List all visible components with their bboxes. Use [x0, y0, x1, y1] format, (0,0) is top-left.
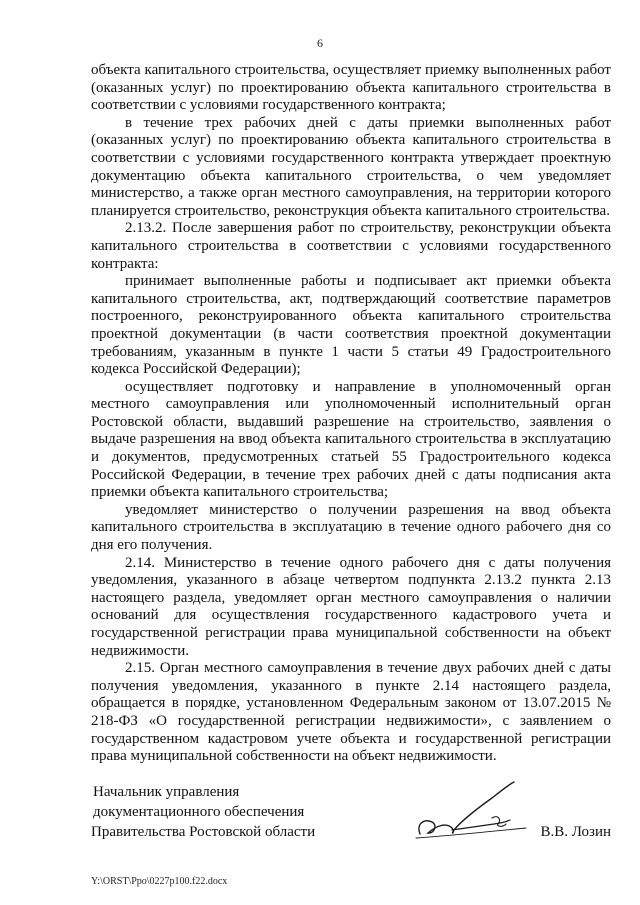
paragraph: объекта капитального строительства, осуществляет приемку выполненных работ (оказанных услуг) по проектированию объекта капитального строительства в соответствии с условиями государственного контракта; — [91, 62, 611, 114]
handwritten-signature — [406, 778, 556, 848]
paragraph: в течение трех рабочих дней с даты приемки выполненных работ (оказанных услуг) по проектированию объекта капитального строительства в соответствии с условиями государственного контракта утверждает проектную документацию объекта капитального строительства, о чем уведомляет министерство, а также орган местного самоуправления, на территории которого планируется строительство, реконструкция объекта капитального строительства. — [91, 114, 611, 219]
document-body — [91, 62, 611, 766]
signature-block — [91, 784, 611, 864]
paragraph: 2.14. Министерство в течение одного рабочего дня с даты получения уведомления, указанного в абзаце четвертом подпункта 2.13.2 пункта 2.13 настоящего раздела, уведомляет орган местного самоуправления о наличии оснований для осуществления государственного кадастрового учета и государственной регистрации права муниципальной собственности на объект недвижимости. — [91, 554, 611, 659]
signer-title-line: документационного обеспечения — [93, 804, 305, 820]
paragraph: 2.13.2. После завершения работ по строительству, реконструкции объекта капитального строительства в соответствии с условиями государственного контракта: — [91, 220, 611, 272]
file-path-footer: Y:\ORST\Ppo\0227p100.f22.docx — [91, 876, 228, 887]
paragraph: 2.15. Орган местного самоуправления в течение двух рабочих дней с даты получения уведомления, указанного в пункте 2.14 настоящего раздела, обращается в порядке, установленном Федеральным законом от 13.07.2015 № 218-ФЗ «О государственной регистрации недвижимости», с заявлением о государственном кадастровом учете объекта и государственной регистрации права муниципальной собственности на объект недвижимости. — [91, 660, 611, 765]
page-number: 6 — [317, 36, 323, 50]
signer-title-line: Правительства Ростовской области — [91, 824, 316, 840]
signer-name: В.В. Лозин — [540, 824, 611, 840]
signer-title-line: Начальник управления — [93, 784, 240, 800]
paragraph: уведомляет министерство о получении разрешения на ввод объекта капитального строительства в эксплуатацию в течение одного рабочего дня со дня его получения. — [91, 501, 611, 554]
paragraph: осуществляет подготовку и направление в уполномоченный орган местного самоуправления или уполномоченный исполнительный орган Ростовской области, выдавший разрешение на строительство, заявления о выдаче разрешения на ввод объекта капитального строительства в эксплуатацию и документов, предусмотренных статьей 55 Градостроительного кодекса Российской Федерации, в течение трех рабочих дней с даты подписания акта приемки объекта капитального строительства; — [91, 378, 611, 501]
paragraph: принимает выполненные работы и подписывает акт приемки объекта капитального строительства, акт, подтверждающий соответствие параметров построенного, реконструированного объекта капитального строительства проектной документации (в части соответствия проектной документации требованиям, указанным в пункте 1 части 5 статьи 49 Градостроительного кодекса Российской Федерации); — [91, 273, 611, 378]
